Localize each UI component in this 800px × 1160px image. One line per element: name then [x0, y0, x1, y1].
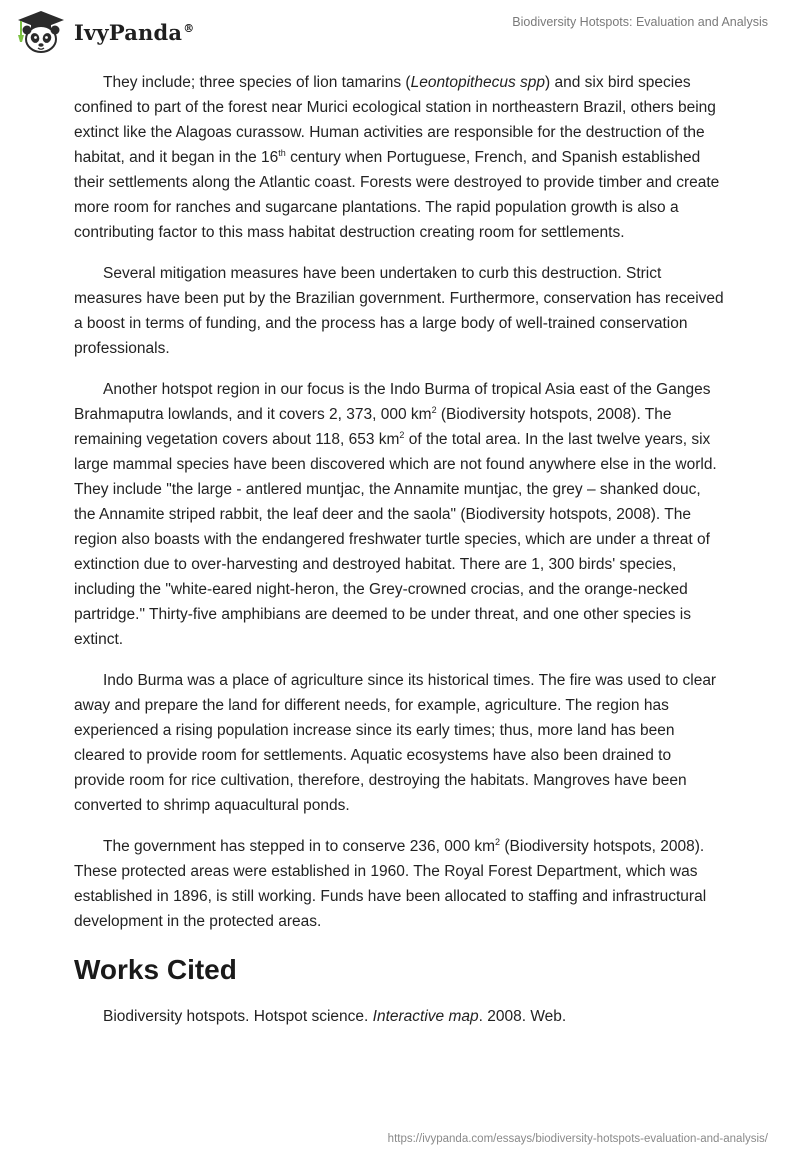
panda-graduation-cap-icon — [14, 8, 68, 56]
works-cited-heading: Works Cited — [74, 954, 237, 985]
paragraph-2: Several mitigation measures have been undertaken to curb this destruction. Strict measures have been put by the Brazilian government. Furthermore, conservation has received a boost in terms of funding, and the process has a large body of well-trained conservation professionals. — [74, 265, 724, 357]
ivypanda-logo[interactable] — [14, 8, 194, 56]
paragraph-5: The government has stepped in to conserve 236, 000 $km^2$ (Biodiversity hotspots, 2008). These protected areas were established in 1960. The Royal Forest Department, which was established in 1896, is still working. Funds have been allocated to staffing and infrastructural development in the protected areas. — [74, 837, 707, 930]
page-header — [0, 0, 800, 64]
citation-entry: Biodiversity hotspots. Hotspot science. Interactive map. 2008. Web. — [103, 1008, 567, 1025]
brand-name: IvyPanda® — [74, 19, 195, 45]
document-title: Biodiversity Hotspots: Evaluation and Analysis — [512, 15, 768, 29]
paragraph-4: Indo Burma was a place of agriculture since its historical times. The fire was used to clear away and prepare the land for different needs, for example, agriculture. The region has experienced a rising population increase since its early times; thus, more land has been cleared to provide room for settlements. Aquatic ecosystems have also been drained to provide room for rice cultivation, therefore, destroying the habitats. Mangroves have been converted to shrimp aquacultural ponds. — [74, 672, 717, 814]
source-url[interactable]: https://ivypanda.com/essays/biodiversity-hotspots-evaluation-and-analysis/ — [387, 1133, 768, 1145]
paragraph-1: They include; three species of lion tamarins (Leontopithecus spp) and six bird species confined to part of the forest near Murici ecological station in northeastern Brazil, others being extinct like the Alagoas curassow. Human activities are responsible for the destruction of the habitat, and it began in the 16th century when Portuguese, French, and Spanish established their settlements along the Atlantic coast. Forests were destroyed to provide timber and create more room for ranches and sugarcane plantations. The rapid population growth is also a contributing factor to this mass habitat destruction creating room for settlements. — [74, 74, 720, 241]
paragraph-3: Another hotspot region in our focus is the Indo Burma of tropical Asia east of the Ganges Brahmaputra lowlands, and it covers 2, 373, 000 $km^2$ (Biodiversity hotspots, 2008). The remaining vegetation covers about 118, 653 $km^2$ of the total area. In the last twelve years, six large mammal species have been discovered which are not found anywhere else in the world. They include "the large - antlered muntjac, the Annamite muntjac, the grey – shanked douc, the Annamite striped rabbit, the leaf deer and the saola" (Biodiversity hotspots, 2008). The region also boasts with the endangered freshwater turtle species, which are under a threat of extinction due to over-harvesting and destroyed habitat. There are 1, 300 birds' species, including the "white-eared night-heron, the Grey-crowned crocias, and the orange-necked partridge." Thirty-five amphibians are deemed to be under threat, and one other species is extinct. — [74, 381, 717, 648]
essay-body — [74, 70, 726, 1029]
registered-mark: ® — [183, 21, 195, 35]
